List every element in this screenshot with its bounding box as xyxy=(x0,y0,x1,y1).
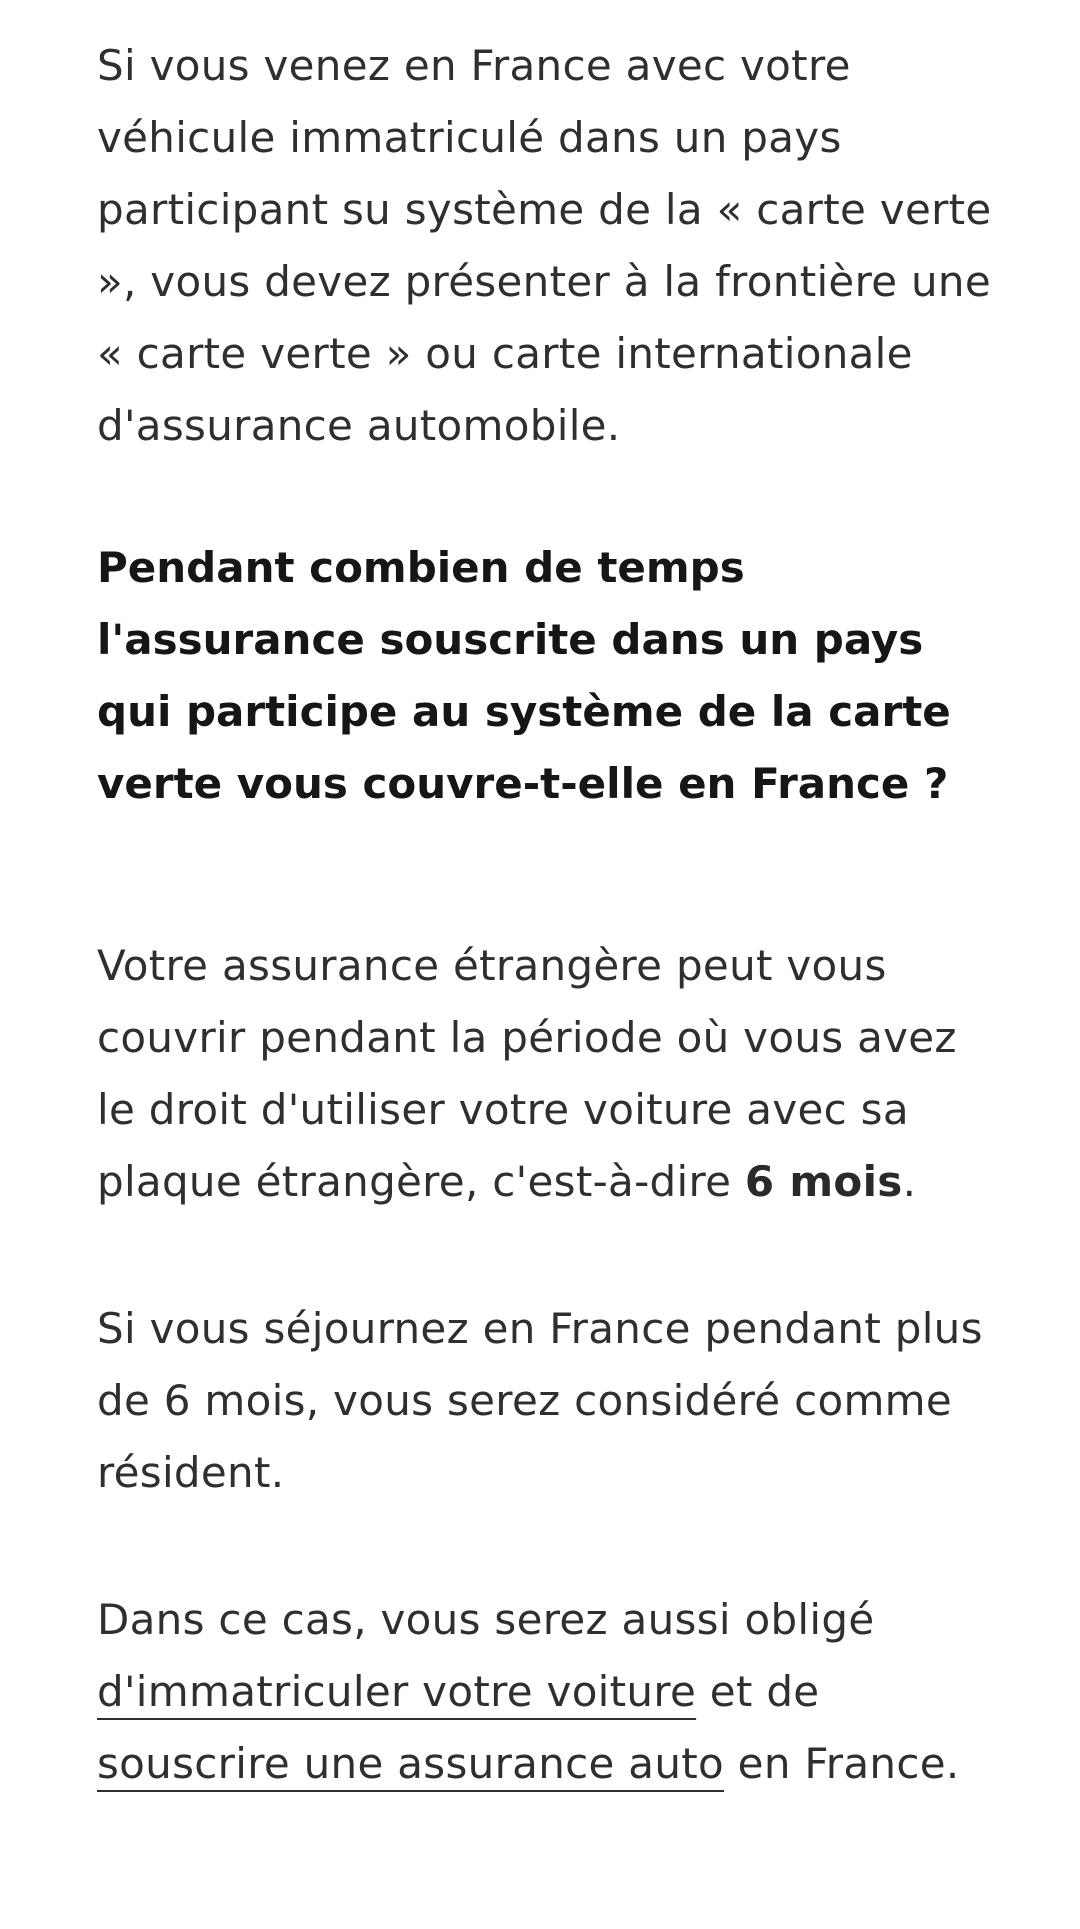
answer-paragraph-duration xyxy=(97,930,997,1218)
duration-highlight: 6 mois xyxy=(744,1157,903,1206)
answer-paragraph-resident: Si vous séjournez en France pendant plus de 6 mois, vous serez considéré comme résident. xyxy=(97,1304,983,1497)
answer-text-middle: et de xyxy=(696,1667,820,1716)
link-register-car[interactable]: d'immatriculer votre voiture xyxy=(97,1667,697,1716)
answer-text-start: Dans ce cas, vous serez aussi obligé xyxy=(97,1595,875,1644)
answer-paragraph-obligations xyxy=(97,1584,997,1800)
answer-text: Votre assurance étrangère peut vous couvrir pendant la période où vous avez le droit d'utiliser votre voiture avec sa plaque étrangère, c'est-à-dire xyxy=(97,941,957,1206)
link-car-insurance[interactable]: souscrire une assurance auto xyxy=(97,1739,725,1788)
question-heading: Pendant combien de temps l'assurance souscrite dans un pays qui participe au système de la carte verte vous couvre-t-elle en France ? xyxy=(97,543,951,808)
intro-paragraph: Si vous venez en France avec votre véhicule immatriculé dans un pays participant su système de la « carte verte », vous devez présenter à la frontière une « carte verte » ou carte internationale d'assurance automobile. xyxy=(97,41,992,450)
answer-text-end: en France. xyxy=(724,1739,960,1788)
answer-period: . xyxy=(902,1157,917,1206)
article-content xyxy=(97,0,997,1800)
